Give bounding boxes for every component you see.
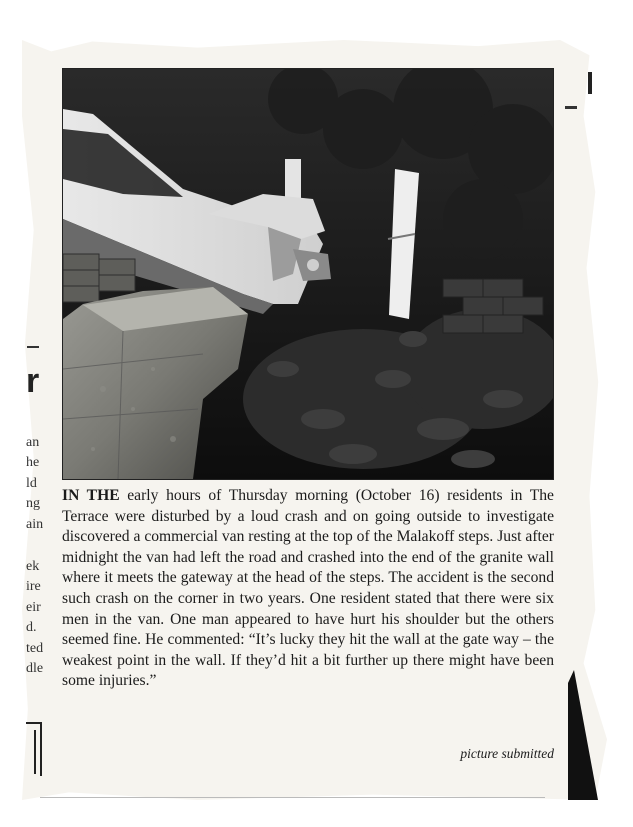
- torn-edge-mark: [565, 106, 577, 109]
- neighbor-fragment: ted: [26, 640, 44, 656]
- neighbor-fragment: he: [26, 455, 40, 471]
- neighbor-column-text: [26, 433, 50, 679]
- neighbor-fragment: ng: [26, 496, 40, 512]
- crashed-van-photo: [62, 68, 554, 480]
- clipping-bottom-edge: [40, 797, 545, 798]
- column-rule: [27, 346, 39, 348]
- article-lead: IN THE: [62, 487, 120, 504]
- article-body: early hours of Thursday morning (October 16) residents in The Terrace were disturbed by a loud crash and on going outside to investigate discovered a commercial van resting at the top of the Malakoff steps. Just after midnight the van had left the road and crashed into the end of the granite wall where it meets the gateway at the head of the steps. The accident is the second such crash on the corner in two years. One resident stated that there were six men in the van. One man appeared to have hurt his shoulder but the others seemed fine. He commented: “It’s lucky they hit the wall at the gate way – the weakest point in the wall. If they’d hit a bit further up there might have been some injuries.”: [62, 487, 554, 690]
- neighbor-fragment: ire: [26, 579, 41, 595]
- neighbor-fragment: ek: [26, 558, 40, 574]
- neighbor-fragment: an: [26, 435, 40, 450]
- torn-edge-mark: [588, 72, 592, 94]
- neighbor-fragment: dle: [26, 660, 44, 676]
- neighbor-headline-fragment: r: [26, 362, 40, 400]
- photo-credit: picture submitted: [460, 746, 554, 761]
- neighbor-fragment: d.: [26, 620, 37, 636]
- neighbor-fragment: ld: [26, 475, 37, 491]
- column-border: [26, 730, 36, 774]
- neighbor-fragment: ain: [26, 516, 44, 532]
- neighbor-fragment: eir: [26, 599, 41, 615]
- article-text: [62, 486, 554, 692]
